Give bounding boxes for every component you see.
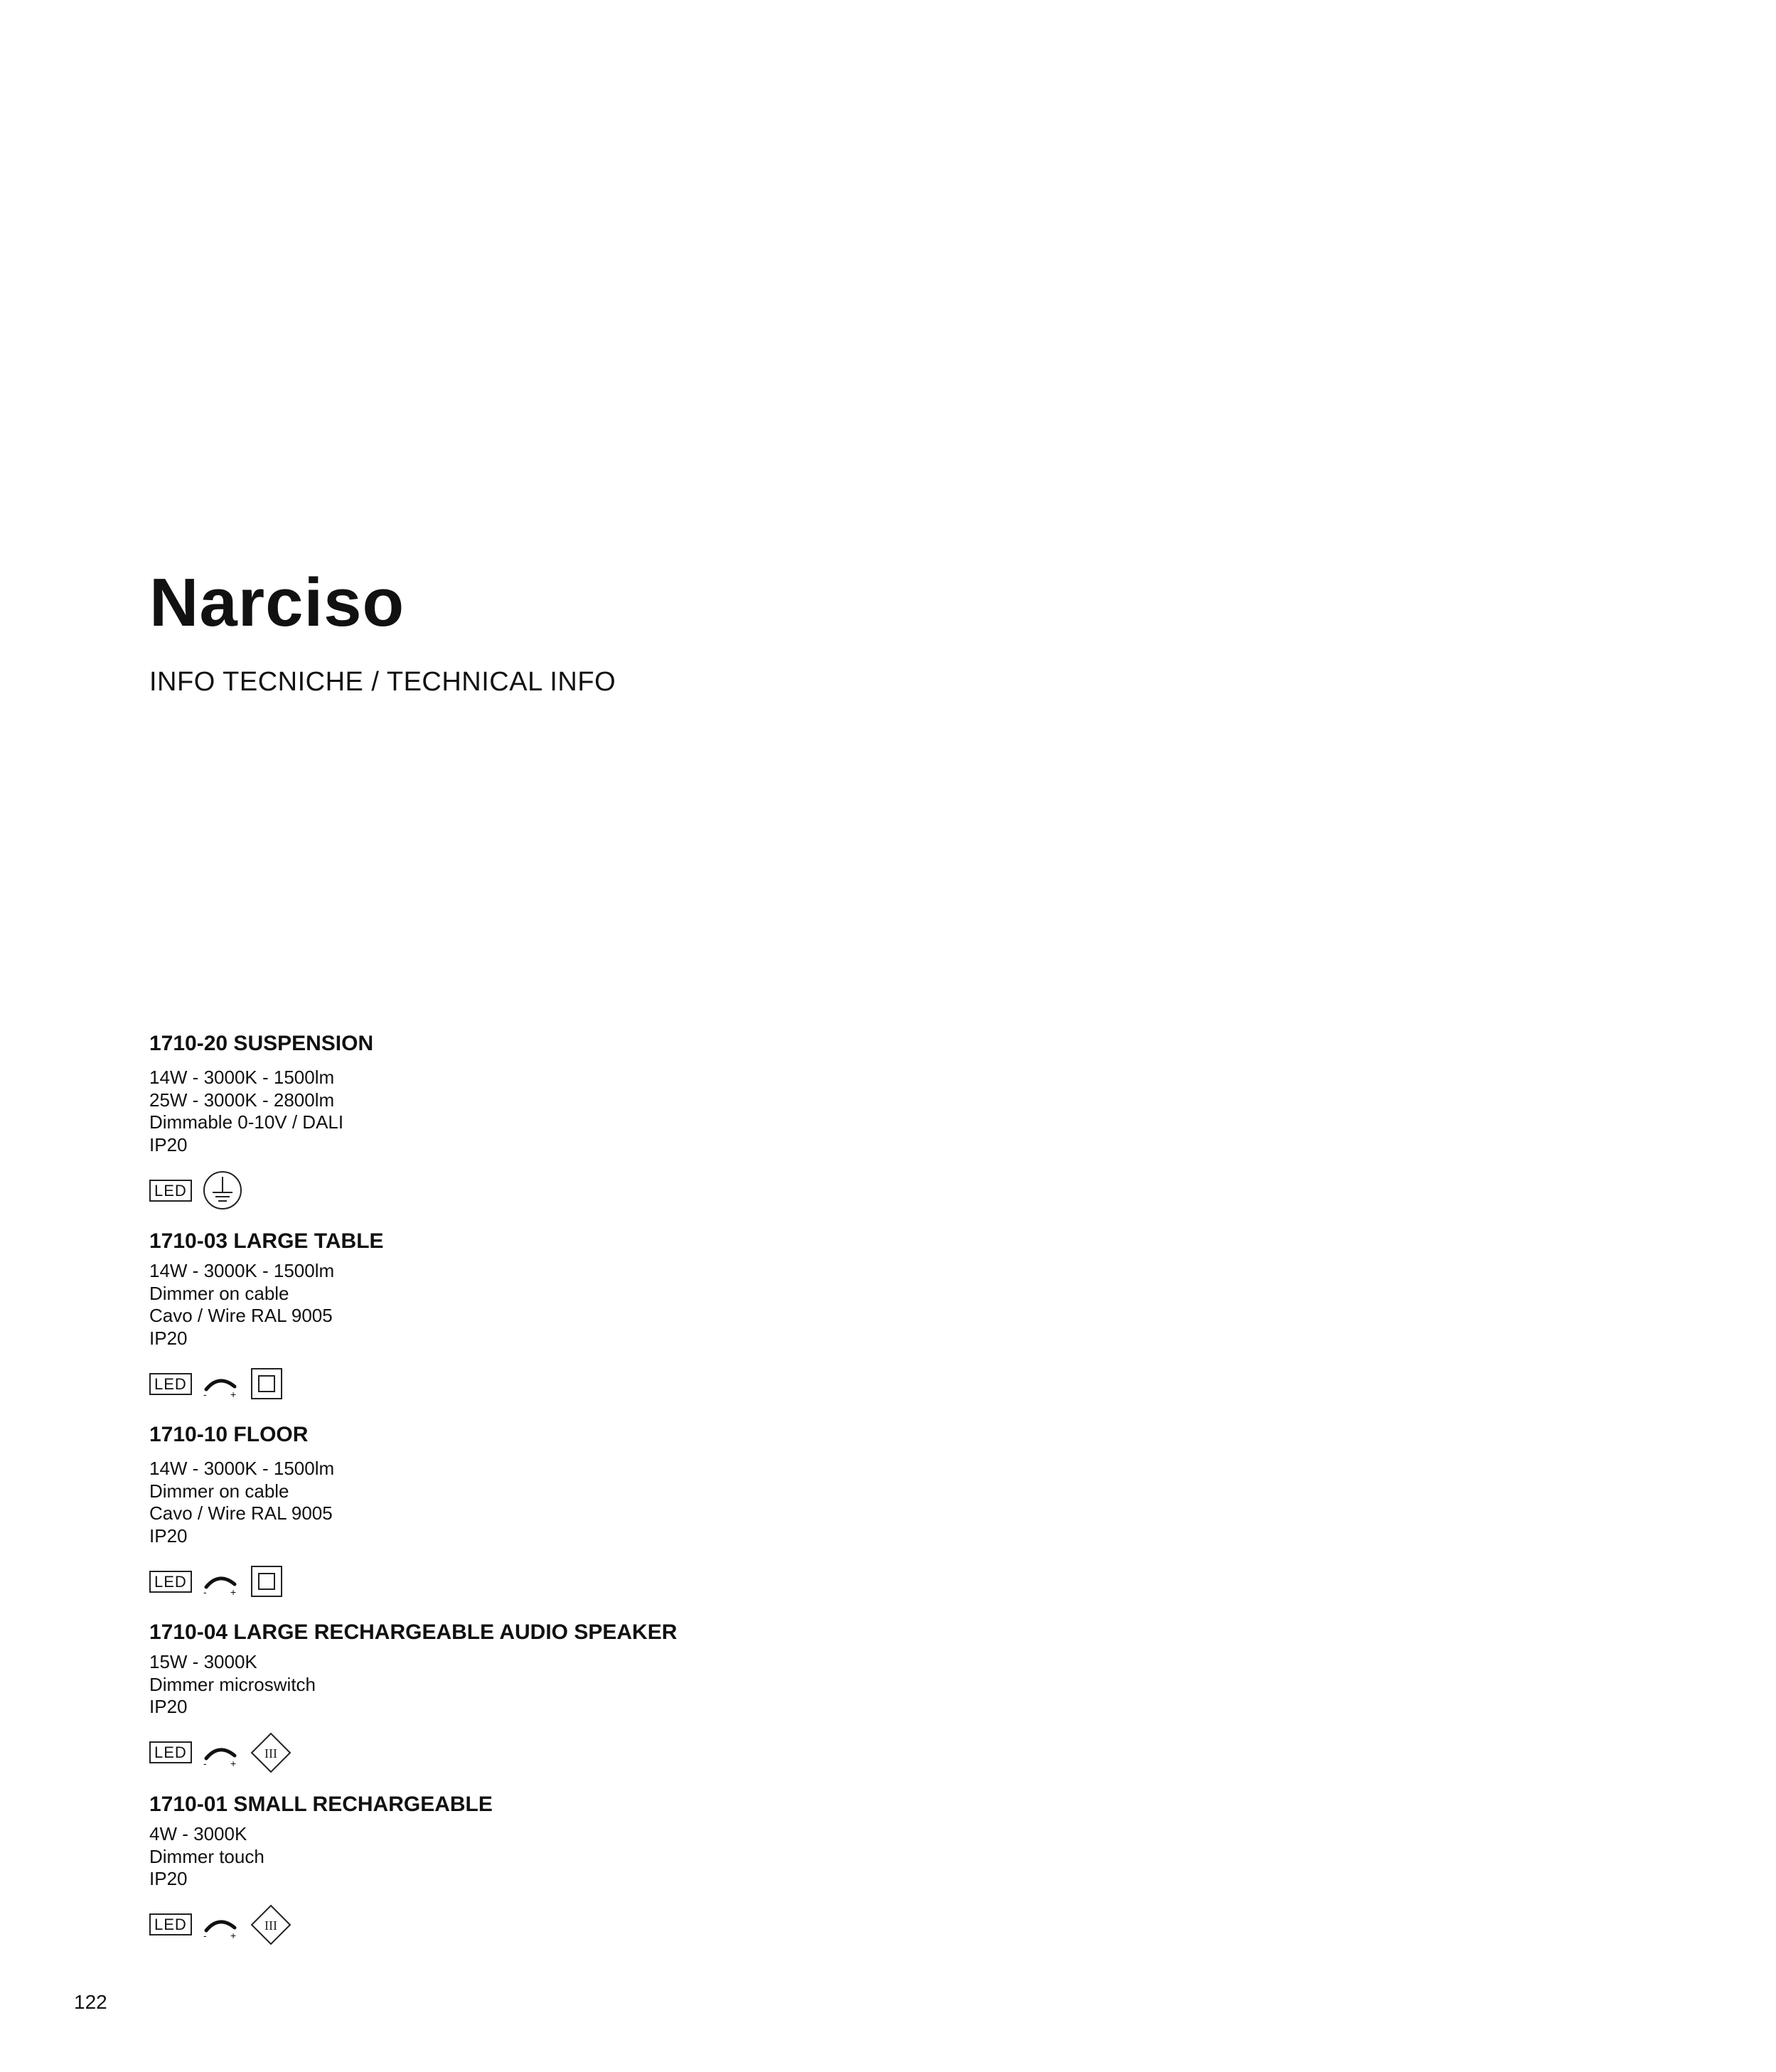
svg-text:-: - [203,1389,207,1399]
certification-icons [149,1903,493,1946]
spec-ip-rating: IP20 [149,1327,188,1349]
spec-ip-rating: IP20 [149,1133,188,1155]
spec-ip-rating: IP20 [149,1868,188,1889]
svg-text:III: III [264,1746,277,1761]
certification-icons [149,1169,373,1212]
class-iii-icon [250,1732,291,1773]
svg-text:-: - [203,1757,207,1768]
spec-dimmer: Dimmer microswitch [149,1673,316,1695]
svg-text:+: + [230,1586,236,1597]
earth-ground-icon [202,1170,243,1211]
spec-dimmer: Dimmer on cable [149,1282,289,1304]
spec-dimmer: Dimmer on cable [149,1480,289,1502]
spec-wire: Cavo / Wire RAL 9005 [149,1305,333,1326]
dimmer-icon [202,1566,240,1597]
spec-power: 14W - 3000K - 1500lm [149,1260,335,1281]
dimmer-icon [202,1368,240,1399]
led-badge-icon: LED [149,1571,192,1593]
led-badge-icon: LED [149,1373,192,1395]
product-suspension [149,1031,373,1212]
spec-dimming: Dimmable 0-10V / DALI [149,1111,344,1133]
double-insulation-icon [250,1367,283,1400]
dimmer-icon [202,1909,240,1940]
double-insulation-icon [250,1565,283,1598]
led-badge-icon: LED [149,1180,192,1202]
page-number: 122 [74,1991,107,2013]
spec-power-2: 25W - 3000K - 2800lm [149,1089,335,1111]
page-subtitle: INFO TECNICHE / TECHNICAL INFO [149,667,616,697]
spec-ip-rating: IP20 [149,1524,188,1547]
svg-text:+: + [230,1389,236,1399]
product-large-table [149,1229,384,1405]
product-small-rechargeable [149,1792,493,1946]
spec-dimmer: Dimmer touch [149,1845,264,1867]
product-heading: 1710-10 FLOOR [149,1423,309,1446]
product-heading: 1710-03 LARGE TABLE [149,1229,384,1253]
spec-wire: Cavo / Wire RAL 9005 [149,1502,333,1524]
certification-icons [149,1362,384,1405]
spec-power: 14W - 3000K - 1500lm [149,1458,335,1479]
product-heading: 1710-01 SMALL RECHARGEABLE [149,1793,493,1816]
class-iii-icon [250,1904,291,1945]
svg-text:-: - [203,1929,207,1940]
product-heading: 1710-20 SUSPENSION [149,1032,374,1055]
dimmer-icon [202,1737,240,1768]
svg-text:-: - [203,1586,207,1597]
product-heading: 1710-04 LARGE RECHARGEABLE AUDIO SPEAKER [149,1620,678,1644]
spec-power: 4W - 3000K [149,1823,247,1844]
spec-power-1: 14W - 3000K - 1500lm [149,1067,335,1088]
svg-text:+: + [230,1929,236,1940]
certification-icons [149,1731,677,1774]
page-title: Narciso [149,565,405,641]
led-badge-icon: LED [149,1913,192,1935]
product-large-rechargeable-speaker [149,1620,677,1774]
product-floor [149,1422,334,1603]
certification-icons [149,1560,334,1603]
spec-power: 15W - 3000K [149,1651,257,1672]
led-badge-icon: LED [149,1741,192,1763]
svg-text:+: + [230,1757,236,1768]
svg-text:III: III [264,1918,277,1933]
spec-ip-rating: IP20 [149,1696,188,1717]
